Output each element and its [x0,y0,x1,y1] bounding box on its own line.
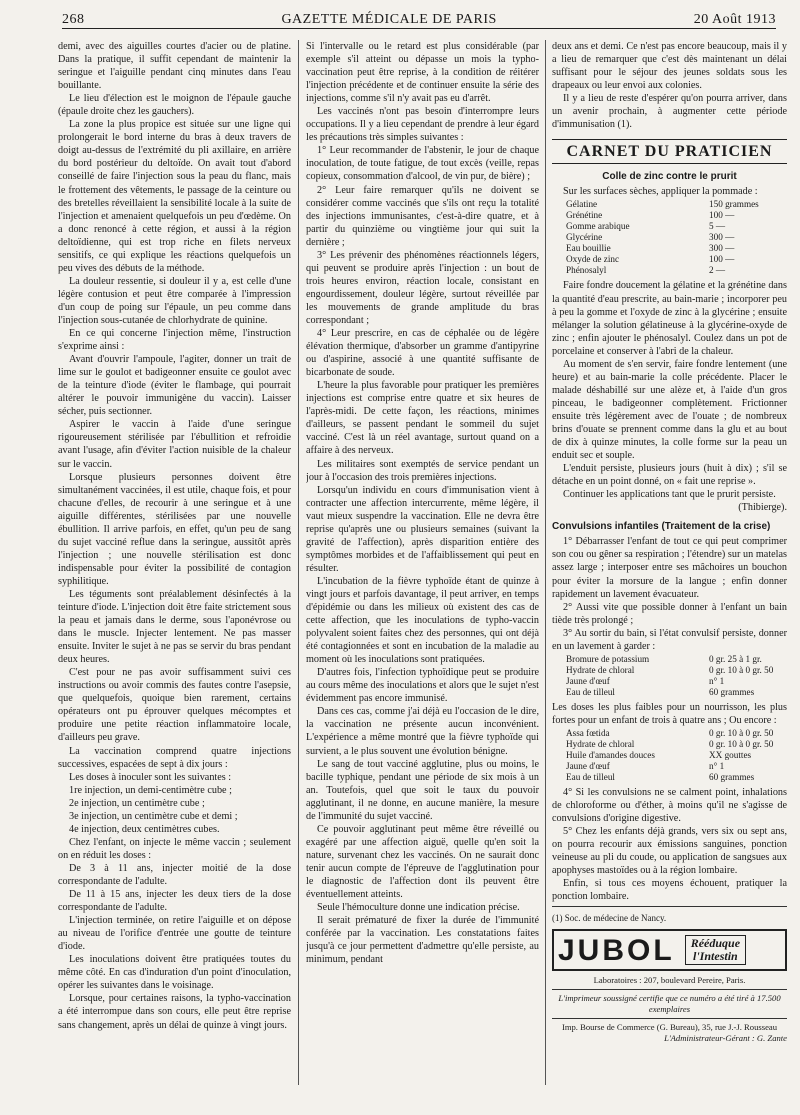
prescription-line [566,221,787,232]
paragraph: En ce qui concerne l'injection même, l'instruction s'exprime ainsi : [58,328,291,353]
paragraph: L'enduit persiste, plusieurs jours (huit à dix) ; s'il se détache en un point donné, on « fait une reprise ». [552,463,787,488]
quantity: 300 — [709,243,735,254]
prescription-line [566,750,787,761]
prescription [566,654,787,698]
prescription-line [566,232,787,243]
paragraph: Aspirer le vaccin à l'aide d'une seringue rigoureusement stérilisée par l'ébullition et refroidie avant l'usage, afin d'éviter l'action nuisible de la chaleur sur le vaccin. [58,419,291,470]
advertisement [552,929,787,971]
paragraph: 2° Aussi vite que possible donner à l'enfant un bain tiède très prolongé ; [552,601,787,626]
paragraph: Avant d'ouvrir l'ampoule, l'agiter, donner un trait de lime sur le goulot et badigeonner ensuite ce goulot avec de la teinture d'iode (éviter le flambage, qui pourrait altérer le pouvoir immunigène du vaccin). Laisser sécher, puis sectionner. [58,354,291,418]
paragraph: Lorsqu'un individu en cours d'immunisation vient à contracter une affection intercurrente, même légère, il vaut mieux suspendre la vaccination. Elle ne devra être reprise qu'après une ou plusieurs semaines (suivant la gravité de l'affection), après disparition entière des symptômes morbides et de l'affaiblissement qui peut en résulter. [306,484,539,574]
quantity: 100 — [709,254,735,265]
ingredient: Grénétine [566,210,603,221]
quantity: 2 — [709,265,726,276]
prescription-line [566,254,787,265]
section-title: CARNET DU PRATICIEN [552,139,787,164]
quantity: n° 1 [709,760,725,771]
paragraph: 1re injection, un demi-centimètre cube ; [69,784,232,796]
ad-tagline-line: Rééduque [690,936,741,951]
quantity: 150 grammes [709,199,759,210]
prescription-line [566,761,787,772]
ingredient: Jaune d'œuf [566,675,610,686]
prescription [566,728,787,783]
quantity: 60 grammes [709,686,755,697]
paragraph: Les téguments sont préalablement désinfectés à la teinture d'iode. L'injection doit être faite strictement sous la peau et jamais dans le derme, sous l'aponévrose ou dans le muscle. Injecter lentement. Ne pas masser ensuite. Inviter le sujet à ne pas se servir du bras pendant deux heures. [58,588,291,666]
ingredient: Glycérine [566,232,603,243]
paragraph: Faire fondre doucement la gélatine et la grénétine dans la quantité d'eau prescrite, au bain-marie ; incorporer peu à peu la gomme et l'oxyde de zinc à la glycérine ; ensuite mélanger la solution gélatineuse à la glycérine-oxyde de zinc ; enfin ajouter le phénosalyl. Coulez dans un pot de porcelaine et conserver à l'abri de la chaleur. [552,280,787,357]
ad-address: Laboratoires : 207, boulevard Pereire, Paris. [593,975,746,986]
quantity: 300 — [709,232,735,243]
page-header [62,8,776,29]
prescription-line [566,739,787,750]
paragraph: 1° Débarrasser l'enfant de tout ce qui peut comprimer son cou ou gêner sa respiration ; l'étendre) sur un matelas assez large ; interposer entre ses mâchoires un bouchon pour éviter la morsure de la langue ; enfin donner rapidement un lavement évacuateur. [552,536,787,600]
page-number: 268 [62,12,85,27]
paragraph: L'heure la plus favorable pour pratiquer les premières injections est comprise entre quatre et six heures de l'après-midi. De cette façon, les réactions, minimes d'ailleurs, se passent pendant le sommeil du sujet vacciné. C'est là un réel avantage, surtout quand on a affaire à des nerveux. [306,380,539,457]
ingredient: Huile d'amandes douces [566,749,655,760]
prescription-line [566,210,787,221]
paragraph: 2° Leur faire remarquer qu'ils ne doivent se considérer comme vaccinés que s'ils ont reçu la totalité des injections immunisantes, c'est-à-dire quatre, et à partir du quinzième ou vingtième jour qui suit la dernière ; [306,184,539,248]
paragraph: Ce pouvoir agglutinant peut même être réveillé ou exagéré par une affection aiguë, quelle qu'en soit la nature, survenant chez les vaccinés. On ne saurait donc tenir aucun compte de l'épreuve de l'agglutination pour le diagnostic de l'affection dont ils peuvent être éventuellement atteints. [306,823,539,901]
paragraph: L'incubation de la fièvre typhoïde étant de quinze à vingt jours et parfois davantage, il peut arriver, en temps d'épidémie ou dans les milieux où existent des cas de cette affection, que les inoculations de typho-vaccin polyvalent soient faites chez des personnes, qui ont déjà été contagionnées et sont en incubation de la maladie au moment où les inoculations sont pratiquées. [306,575,539,666]
quantity: 100 — [709,210,735,221]
divider [552,1018,787,1019]
prescription-line [566,199,787,210]
paragraph: De 3 à 11 ans, injecter moitié de la dose correspondante de l'adulte. [58,862,291,887]
divider [552,989,787,990]
quantity: 5 — [709,221,726,232]
printer-line: Imp. Bourse de Commerce (G. Bureau), 35, rue J.-J. Rousseau [561,1022,778,1033]
prescription-line [566,676,787,687]
ad-logo: JUBOL [558,933,675,967]
article-column-2 [306,40,539,1090]
subsection-title: Convulsions infantiles (Traitement de la crise) [552,521,771,533]
paragraph: Les militaires sont exemptés de service pendant un jour à l'occasion des trois premières injections. [306,458,539,483]
prescription-line [566,665,787,676]
manager-line: L'Administrateur-Gérant : G. Zante [664,1033,787,1044]
prescription-line [566,772,787,783]
prescription-line [566,243,787,254]
paragraph: Enfin, si tous ces moyens échouent, pratiquer la ponction lombaire. [552,878,787,903]
paragraph: 4° Si les convulsions ne se calment point, inhalations de chloroforme ou d'éther, à moins qu'il ne s'agisse de convulsions d'origine digestive. [552,786,787,824]
paragraph: 1° Leur recommander de l'abstenir, le jour de chaque inoculation, de toute fatigue, de tout excès (veille, repas copieux, consommation d'alcool, de vin pur, de bière) ; [306,145,539,183]
quantity: 0 gr. 10 à 0 gr. 50 [709,738,774,749]
paragraph: Les doses les plus faibles pour un nourrisson, les plus fortes pour un enfant de trois à quatre ans ; Ou encore : [552,701,787,726]
footnote: (1) Soc. de médecine de Nancy. [552,913,667,924]
prescription [566,199,787,276]
paragraph: Les doses à inoculer sont les suivantes : [69,771,232,783]
subsection-title: Colle de zinc contre le prurit [602,171,737,183]
paragraph: 4e injection, deux centimètres cubes. [69,823,220,835]
prescription-line [566,654,787,665]
quantity: XX gouttes [709,749,752,760]
paragraph: La vaccination comprend quatre injections successives, espacées de sept à dix jours : [58,745,291,770]
ingredient: Gélatine [566,199,598,210]
journal-title: GAZETTE MÉDICALE DE PARIS [281,12,497,27]
paragraph: demi, avec des aiguilles courtes d'acier ou de platine. Dans la pratique, il suffit cependant de maintenir la seringue et l'aiguille pendant cinq minutes dans l'eau bouillante. [58,41,291,92]
paragraph: Lorsque, pour certaines raisons, la typho-vaccination a été interrompue dans son cours, elle peut être reprise sans changement, après un délai de quinze à vingt jours. [58,993,291,1031]
ingredient: Gomme arabique [566,221,630,232]
paragraph: Au moment de s'en servir, faire fondre lentement (une heure) et au bain-marie la colle précédente. Placer le malade déshabillé sur une alèze et, à l'aide d'un gros pinceau, le badigeonner complètement. Frictionner ensuite très légèrement avec de l'ouate ; de nombreux brins d'ouate se prennent comme dans la glu et au bout de dix à quinze minutes, la colle forme sur la peau un enduit sec et souple. [552,358,787,462]
paragraph: 3° Au sortir du bain, si l'état convulsif persiste, donner en un lavement à garder : [552,627,787,652]
paragraph: Chez l'enfant, on injecte le même vaccin ; seulement on en réduit les doses : [58,836,291,861]
ingredient: Hydrate de chloral [566,664,635,675]
paragraph: L'injection terminée, on retire l'aiguille et on dépose au niveau de l'orifice d'entrée une goutte de teinture d'iode. [58,915,291,953]
paragraph: 4° Leur prescrire, en cas de céphalée ou de légère élévation thermique, d'absorber un gramme d'antipyrine ou d'aspirine, associé à une quantité suffisante de bicarbonate de soude. [306,328,539,379]
paragraph: 3° Les prévenir des phénomènes réactionnels légers, qui peuvent se produire après l'injection : un bout de trois heures environ, réaction locale, consistant en engourdissement, douleur légère, surtout réveillée par les mouvements de grande amplitude du bras correspondant ; [306,249,539,326]
paragraph: Le sang de tout vacciné agglutine, plus ou moins, le bacille typhique, pendant une période de six mois à un an. Toutefois, quel que soit le taux du pouvoir agglutinant, il ne donne, en aucune manière, la mesure de l'immunité du sujet vacciné. [306,758,539,822]
paragraph: D'autres fois, l'infection typhoïdique peut se produire au cours même des inoculations et alors que le sujet n'est évidemment pas encore immunisé. [306,667,539,705]
paragraph: 3e injection, un centimètre cube et demi ; [69,810,238,822]
issue-date: 20 Août 1913 [693,12,776,27]
paragraph: Le lieu d'élection est le moignon de l'épaule gauche (épaule droite chez les gauchers). [58,93,291,118]
article-column-3 [552,40,787,1090]
quantity: n° 1 [709,675,725,686]
paragraph: Dans ces cas, comme j'ai déjà eu l'occasion de le dire, la vaccination ne présente aucun inconvénient. L'expérience a même montré que la fièvre typhoïde qui survient, a le plus souvent une évolution bénigne. [306,706,539,757]
ingredient: Eau bouillie [566,243,611,254]
paragraph: De 11 à 15 ans, injecter les deux tiers de la dose correspondante de l'adulte. [58,889,291,914]
paragraph: Les inoculations doivent être pratiquées toutes du même côté. En cas d'induration d'un point d'inoculation, opérer les suivantes dans le voisinage. [58,954,291,992]
paragraph: 5° Chez les enfants déjà grands, vers six ou sept ans, on pourra recourir aux émissions sanguines, ponction veineuse au pli du coude, ou application de sangsues aux apophyses mastoïdes ou à la région lombaire. [552,826,787,877]
ingredient: Jaune d'œuf [566,760,610,771]
paragraph: deux ans et demi. Ce n'est pas encore beaucoup, mais il y a lieu de remarquer que c'est dès maintenant un délai suffisant pour le séjour des jeunes soldats sous les drapeaux ou leur envoi aux colonies. [552,41,787,92]
paragraph: Il serait prématuré de fixer la durée de l'immunité conférée par la vaccination. Les constatations faites jusqu'à ce jour permettent d'admettre qu'elle persiste, au minimum, pendant [306,915,539,966]
imprint-note: L'imprimeur soussigné certifie que ce numéro a été tiré à 17.500 exemplaires [558,993,781,1015]
paragraph: Sur les surfaces sèches, appliquer la pommade : [563,186,758,198]
ingredient: Oxyde de zinc [566,254,620,265]
ingredient: Eau de tilleul [566,686,615,697]
paragraph: Il y a lieu de reste d'espérer qu'on pourra arriver, dans un avenir prochain, à augmenter cette période d'immunisation (1). [552,93,787,131]
ad-tagline-line: l'Intestin [693,949,738,964]
ad-tagline [685,935,746,965]
ingredient: Eau de tilleul [566,771,615,782]
paragraph: Seule l'hémoculture donne une indication précise. [317,902,520,914]
prescription-line [566,728,787,739]
paragraph: La zone la plus propice est située sur une ligne qui prolongerait le bord interne du bras à deux travers de doigt au-dessus de l'extrémité du pli axillaire, en arrière du bord postérieur du deltoïde. On avait tout d'abord conseillé de faire l'injection sous la peau du flanc, mais le frottement des vêtements, le passage de la ceinture ou des bretelles réveillaient la sensibilité locale à la suite de l'injection et amenaient quelquefois un peu d'œdème. On a donc renoncé à cette région, et aussi à la région deltoïdienne, qui est trop riche en filets nerveux sensitifs, ce qui explique les réactions quelquefois un peu vives des débuts de la méthode. [58,119,291,274]
divider [552,906,787,907]
prescription-line [566,687,787,698]
ingredient: Hydrate de chloral [566,738,635,749]
ingredient: Phénosalyl [566,265,607,276]
author: (Thibierge). [738,502,787,514]
paragraph: 2e injection, un centimètre cube ; [69,797,205,809]
paragraph: Continuer les applications tant que le prurit persiste. [563,489,776,501]
paragraph: C'est pour ne pas avoir suffisamment suivi ces instructions ou avoir commis des fautes contre l'asepsie, que quelquefois, quoique bien rarement, certains opérateurs ont pu éprouver quelques mécomptes et produire une petite réaction inflammatoire locale, d'ailleurs peu grave. [58,667,291,744]
paragraph: Si l'intervalle ou le retard est plus considérable (par exemple s'il atteint ou dépasse un mois la typho-vaccination peut être reprise, à la condition de réitérer l'injection précédente et de continuer ensuite la série des injections, comme s'il n'y avait pas eu d'arrêt. [306,41,539,105]
prescription-line [566,265,787,276]
column-divider [298,40,299,1085]
ingredient: Assa fœtida [566,727,610,738]
ingredient: Bromure de potassium [566,653,650,664]
article-column-1 [58,40,291,1090]
paragraph: Les vaccinés n'ont pas besoin d'interrompre leurs occupations. Il y a lieu cependant de prendre à leur égard les précautions très simples suivantes : [306,106,539,144]
paragraph: Lorsque plusieurs personnes doivent être simultanément vaccinées, il est utile, chaque fois, et pour chacune d'elles, de recourir à une seringue et à une aiguille différentes, stérilisées par une nouvelle ébullition. Il arrive parfois, en effet, qu'un peu de sang du sujet vacciné reflue dans la seringue, aussitôt après l'injection ; une nouvelle stérilisation est donc indispensable pour éviter la possibilité de contagion syphilitique. [58,471,291,587]
quantity: 0 gr. 10 à 0 gr. 50 [709,727,774,738]
column-divider [545,40,546,1085]
quantity: 0 gr. 10 à 0 gr. 50 [709,664,774,675]
quantity: 60 grammes [709,771,755,782]
quantity: 0 gr. 25 à 1 gr. [709,653,762,664]
paragraph: La douleur ressentie, si douleur il y a, est celle d'une légère contusion et peut être comparée à l'impression d'un coup de poing sur l'épaule, un peu comme dans l'injection sous-cutanée de chlorhydrate de quinine. [58,275,291,326]
